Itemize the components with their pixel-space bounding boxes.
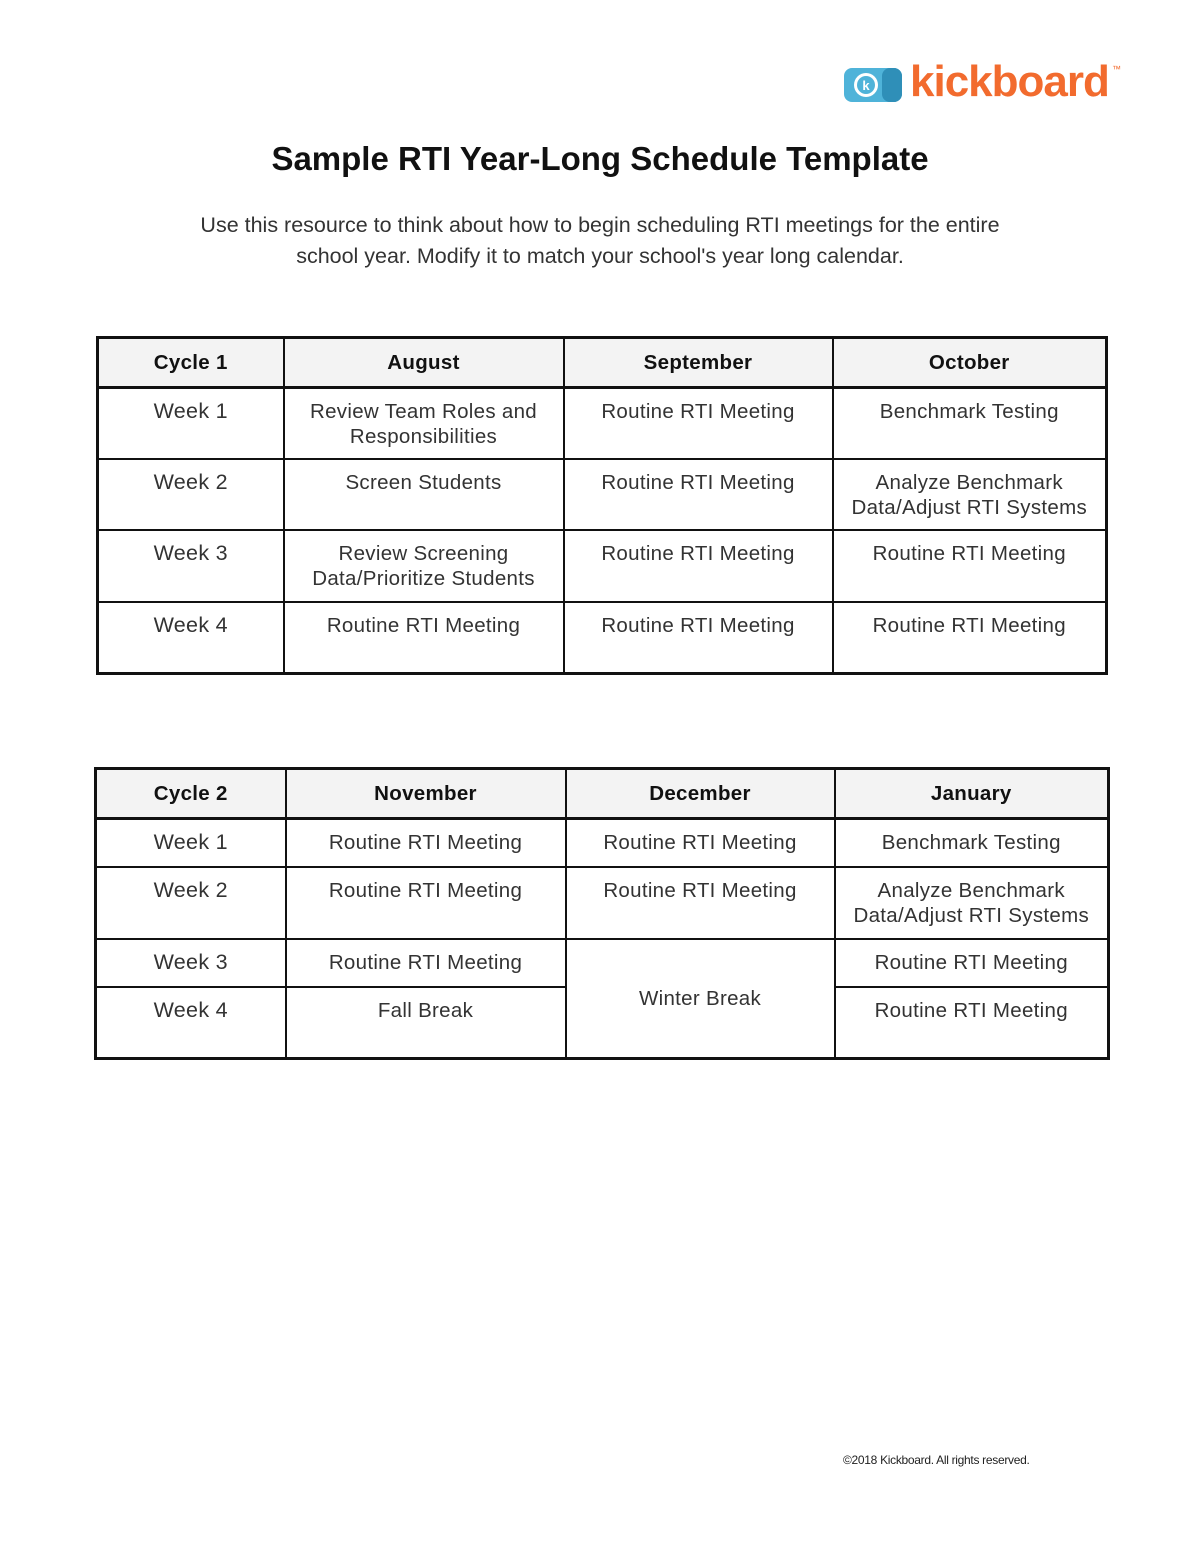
kickboard-logo (842, 57, 1127, 108)
table-cell: Routine RTI Meeting (284, 602, 564, 674)
table-cell: Routine RTI Meeting (564, 602, 833, 674)
week-label: Week 1 (98, 388, 284, 459)
intro-paragraph (150, 210, 1050, 272)
table-cell: Review Team Roles and Responsibilities (284, 388, 564, 459)
column-header: November (286, 769, 566, 819)
table-cell: Routine RTI Meeting (835, 987, 1109, 1059)
table-row (98, 602, 1107, 674)
table-cell: Routine RTI Meeting (833, 602, 1107, 674)
svg-text:k: k (862, 78, 870, 93)
winter-break-cell: Winter Break (566, 939, 835, 1059)
table-cell: Routine RTI Meeting (835, 939, 1109, 987)
table-cell: Routine RTI Meeting (564, 530, 833, 602)
week-label: Week 2 (98, 459, 284, 530)
cycle-2-table (94, 767, 1110, 1060)
table-cell: Screen Students (284, 459, 564, 530)
week-label: Week 3 (96, 939, 286, 987)
table-row (98, 388, 1107, 459)
column-header: September (564, 338, 833, 388)
kickboard-k-badge-icon (842, 64, 904, 106)
week-label: Week 2 (96, 867, 286, 939)
cycle-1-table (96, 336, 1108, 675)
week-label: Week 4 (96, 987, 286, 1059)
table-row (96, 867, 1109, 939)
table-cell: Routine RTI Meeting (286, 867, 566, 939)
column-header: Cycle 2 (96, 769, 286, 819)
brand-tm: ™ (1112, 64, 1121, 74)
column-header: January (835, 769, 1109, 819)
table-cell: Fall Break (286, 987, 566, 1059)
table-cell: Benchmark Testing (833, 388, 1107, 459)
intro-line-1: Use this resource to think about how to begin scheduling RTI meetings for the entire (200, 213, 1000, 237)
column-header: December (566, 769, 835, 819)
table-cell: Routine RTI Meeting (564, 459, 833, 530)
table-cell: Routine RTI Meeting (566, 819, 835, 867)
copyright-footer: ©2018 Kickboard. All rights reserved. (843, 1453, 1030, 1467)
page-title: Sample RTI Year-Long Schedule Template (271, 140, 929, 177)
column-header: October (833, 338, 1107, 388)
table-header-row (96, 769, 1109, 819)
table-cell: Routine RTI Meeting (286, 939, 566, 987)
table-row (98, 459, 1107, 530)
table-cell: Review Screening Data/Prioritize Students (284, 530, 564, 602)
week-label: Week 1 (96, 819, 286, 867)
table-cell: Benchmark Testing (835, 819, 1109, 867)
table-row (98, 530, 1107, 602)
column-header: August (284, 338, 564, 388)
table-cell: Routine RTI Meeting (564, 388, 833, 459)
week-label: Week 3 (98, 530, 284, 602)
week-label: Week 4 (98, 602, 284, 674)
table-row (96, 819, 1109, 867)
table-cell: Routine RTI Meeting (286, 819, 566, 867)
brand-name: kickboard (910, 57, 1109, 106)
table-cell: Routine RTI Meeting (833, 530, 1107, 602)
table-cell: Routine RTI Meeting (566, 867, 835, 939)
table-row (96, 939, 1109, 987)
table-cell: Analyze Benchmark Data/Adjust RTI Systems (835, 867, 1109, 939)
table-header-row (98, 338, 1107, 388)
table-cell: Analyze Benchmark Data/Adjust RTI Systems (833, 459, 1107, 530)
column-header: Cycle 1 (98, 338, 284, 388)
intro-line-2: school year. Modify it to match your school's year long calendar. (296, 244, 904, 268)
